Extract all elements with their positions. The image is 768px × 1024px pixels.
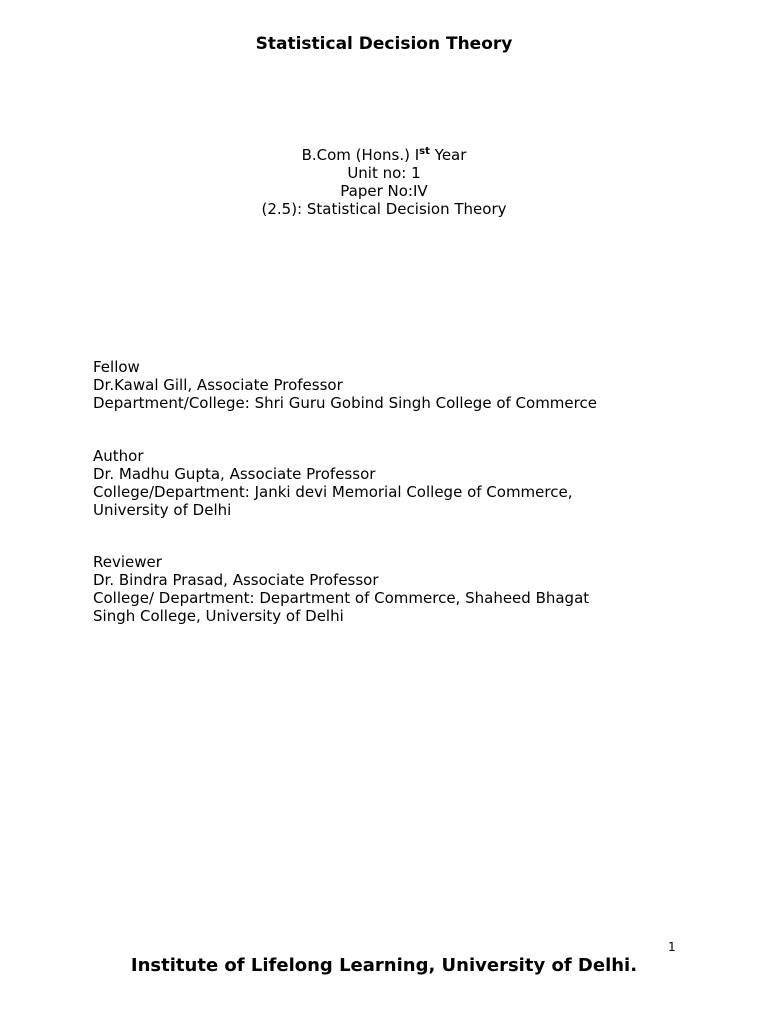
- reviewer-section: [93, 553, 713, 625]
- degree-line: [0, 146, 768, 164]
- author-affiliation-line2: University of Delhi: [93, 501, 232, 519]
- author-affiliation-line1: College/Department: Janki devi Memorial College of Commerce,: [93, 483, 573, 501]
- degree-prefix: B.Com (Hons.) I: [301, 146, 420, 164]
- fellow-heading: Fellow: [93, 358, 140, 376]
- unit-line: Unit no: 1: [347, 164, 421, 182]
- reviewer-heading: Reviewer: [93, 553, 162, 571]
- author-heading: Author: [93, 447, 144, 465]
- footer-institute: Institute of Lifelong Learning, University of Delhi.: [130, 955, 638, 976]
- document-title: Statistical Decision Theory: [255, 34, 513, 54]
- degree-superscript: st: [419, 146, 430, 157]
- reviewer-affiliation-line1: College/ Department: Department of Commerce, Shaheed Bhagat: [93, 589, 590, 607]
- fellow-section: [93, 358, 713, 412]
- fellow-affiliation: Department/College: Shri Guru Gobind Singh College of Commerce: [93, 394, 597, 412]
- course-block: [0, 146, 768, 218]
- author-name: Dr. Madhu Gupta, Associate Professor: [93, 465, 376, 483]
- author-section: [93, 447, 713, 519]
- reviewer-name: Dr. Bindra Prasad, Associate Professor: [93, 571, 379, 589]
- degree-suffix: Year: [429, 146, 467, 164]
- page-number: 1: [668, 940, 676, 954]
- reviewer-affiliation-line2: Singh College, University of Delhi: [93, 607, 344, 625]
- paper-line: Paper No:IV: [340, 182, 428, 200]
- fellow-name: Dr.Kawal Gill, Associate Professor: [93, 376, 343, 394]
- topic-line: (2.5): Statistical Decision Theory: [261, 200, 507, 218]
